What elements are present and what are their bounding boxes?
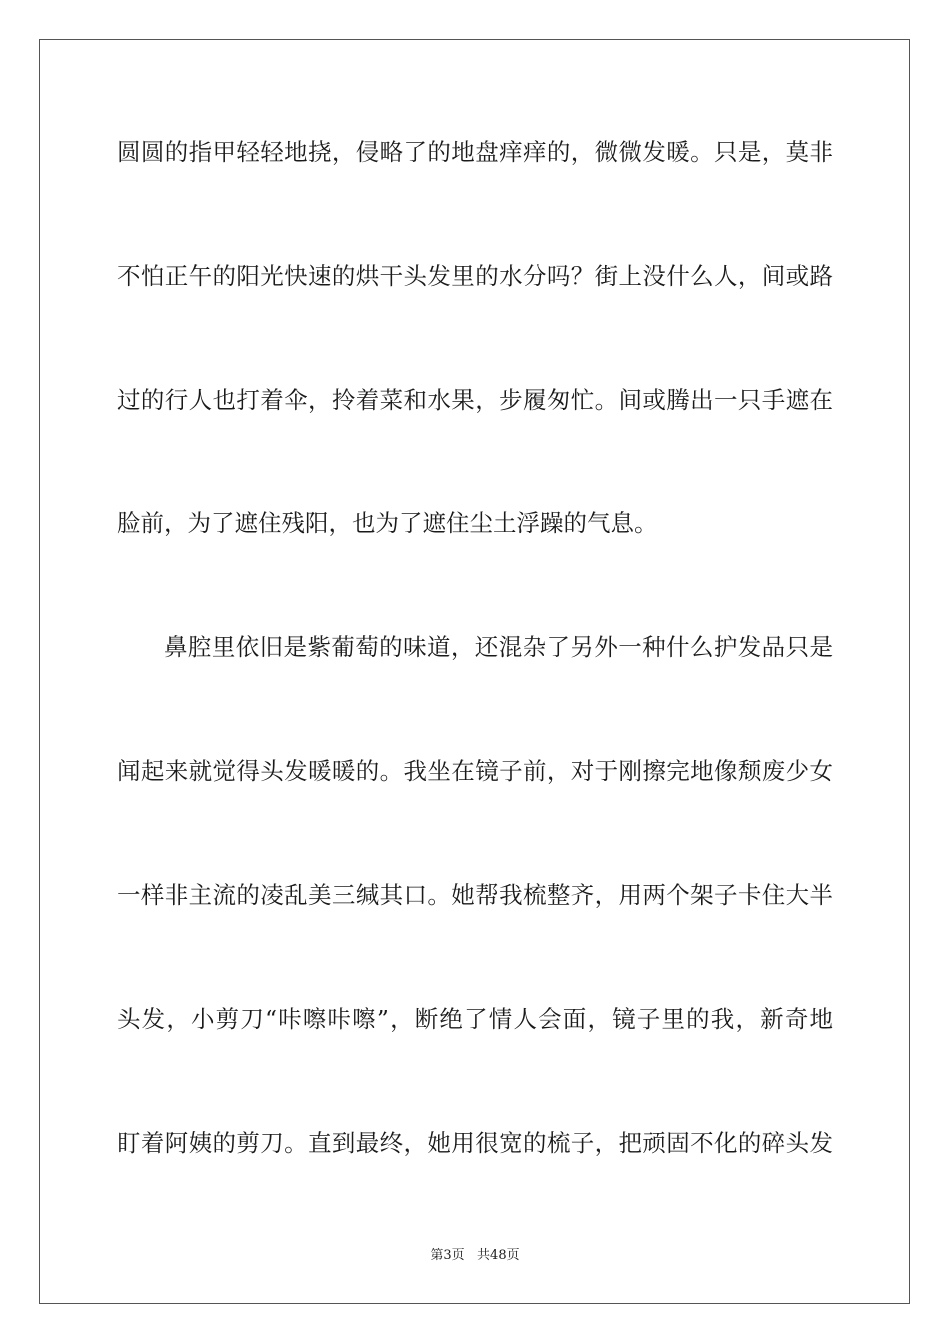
page-border xyxy=(39,39,910,1304)
paragraph-1-line-4: 脸前，为了遮住残阳，也为了遮住尘土浮躁的气息。 xyxy=(117,509,658,537)
page-number-footer: 第3页 共48页 xyxy=(430,1248,520,1263)
paragraph-2-line-5: 盯着阿姨的剪刀。直到最终，她用很宽的梳子，把顽固不化的碎头发 xyxy=(117,1129,833,1157)
paragraph-2-line-3: 一样非主流的凌乱美三缄其口。她帮我梳整齐，用两个架子卡住大半 xyxy=(117,881,833,909)
paragraph-1-line-2: 不怕正午的阳光快速的烘干头发里的水分吗？街上没什么人，间或路 xyxy=(117,262,833,290)
paragraph-2-line-1: 鼻腔里依旧是紫葡萄的味道，还混杂了另外一种什么护发品只是 xyxy=(164,633,833,661)
paragraph-1-line-1: 圆圆的指甲轻轻地挠，侵略了的地盘痒痒的，微微发暖。只是，莫非 xyxy=(117,138,833,166)
paragraph-1-line-3: 过的行人也打着伞，拎着菜和水果，步履匆忙。间或腾出一只手遮在 xyxy=(117,386,833,414)
paragraph-2-line-4: 头发，小剪刀“咔嚓咔嚓”，断绝了情人会面，镜子里的我，新奇地 xyxy=(117,1005,833,1033)
paragraph-2-line-2: 闻起来就觉得头发暖暖的。我坐在镜子前，对于刚擦完地像颓废少女 xyxy=(117,757,833,785)
